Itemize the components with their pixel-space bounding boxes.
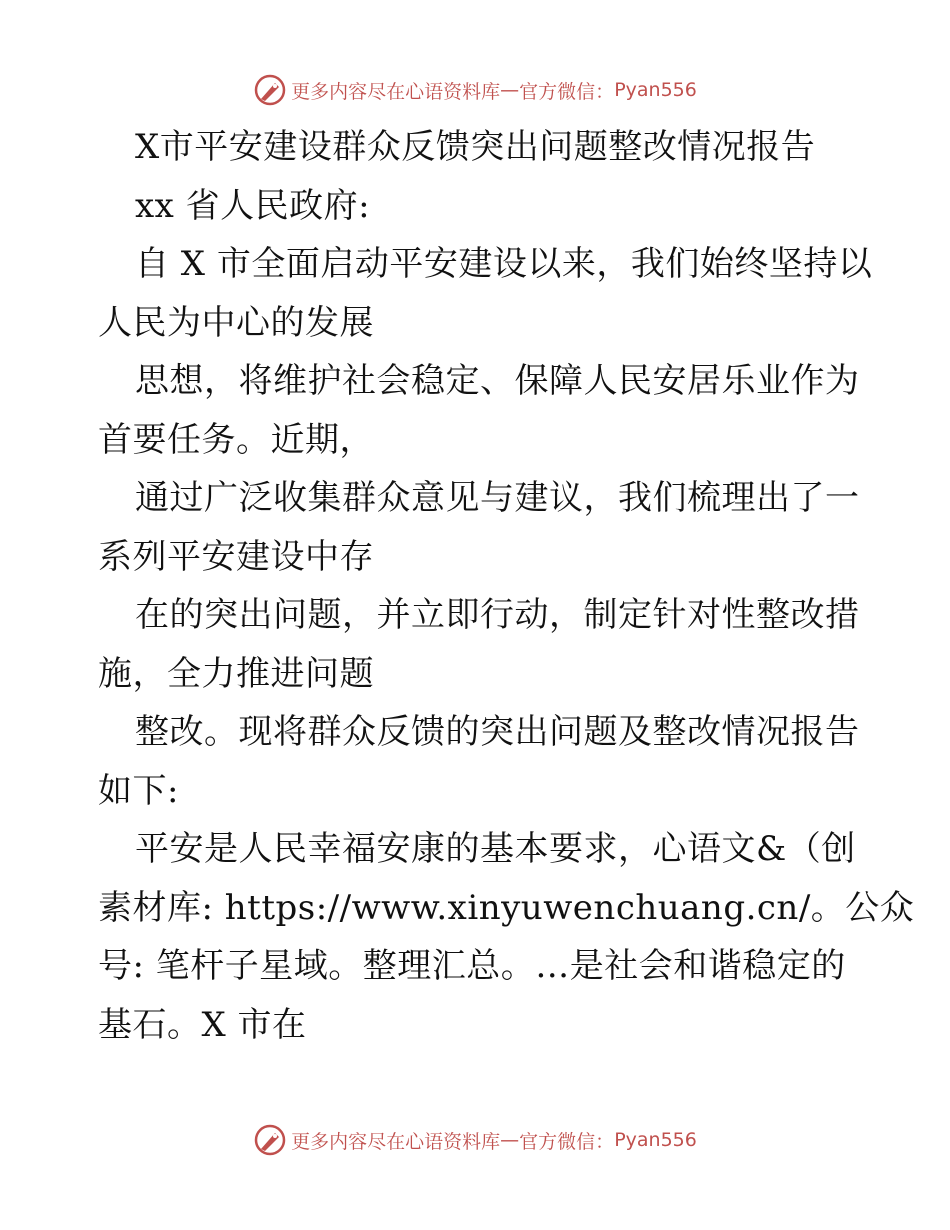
pen-nib-icon bbox=[253, 73, 287, 107]
text-line: 号: 笔杆子星域。整理汇总。…是社会和谐稳定的 bbox=[98, 946, 846, 986]
text-line: 自 X 市全面启动平安建设以来，我们始终坚持以 bbox=[135, 244, 873, 284]
document-body bbox=[98, 118, 915, 1054]
banner-dash: — bbox=[500, 1129, 520, 1151]
text-line: 首要任务。近期， bbox=[98, 419, 374, 460]
document-title: X市平安建设群众反馈突出问题整改情况报告 bbox=[135, 127, 816, 167]
text-line: 整改。现将群众反馈的突出问题及整改情况报告 bbox=[135, 712, 860, 752]
footer-banner bbox=[0, 1120, 950, 1160]
banner-site-text: 更多内容尽在心语资料库 bbox=[291, 80, 501, 103]
text-line: 施，全力推进问题 bbox=[98, 653, 374, 694]
pen-nib-icon bbox=[253, 1123, 287, 1157]
text-line: 平安是人民幸福安康的基本要求，心语文&（创 bbox=[135, 829, 856, 869]
text-line: 人民为中心的发展 bbox=[98, 302, 374, 343]
banner-wechat-id: Pyan556 bbox=[614, 79, 697, 101]
text-line: 思想，将维护社会稳定、保障人民安居乐业作为 bbox=[135, 361, 860, 401]
text-line: 如下: bbox=[98, 770, 179, 811]
text-line: xx 省人民政府: bbox=[135, 185, 371, 226]
header-banner bbox=[0, 70, 950, 110]
text-line: 在的突出问题，并立即行动，制定针对性整改措 bbox=[135, 595, 860, 635]
banner-dash: — bbox=[500, 79, 520, 101]
banner-wechat-id: Pyan556 bbox=[614, 1129, 697, 1151]
text-line: 通过广泛收集群众意见与建议，我们梳理出了一 bbox=[135, 478, 860, 518]
banner-official-label: 官方微信： bbox=[519, 1130, 615, 1153]
banner-official-label: 官方微信： bbox=[519, 80, 615, 103]
text-line: 素材库: https://www.xinyuwenchuang.cn/。公众 bbox=[98, 887, 915, 928]
text-line: 系列平安建设中存 bbox=[98, 536, 374, 577]
banner-site-text: 更多内容尽在心语资料库 bbox=[291, 1130, 501, 1153]
text-line: 基石。X 市在 bbox=[98, 1004, 307, 1045]
